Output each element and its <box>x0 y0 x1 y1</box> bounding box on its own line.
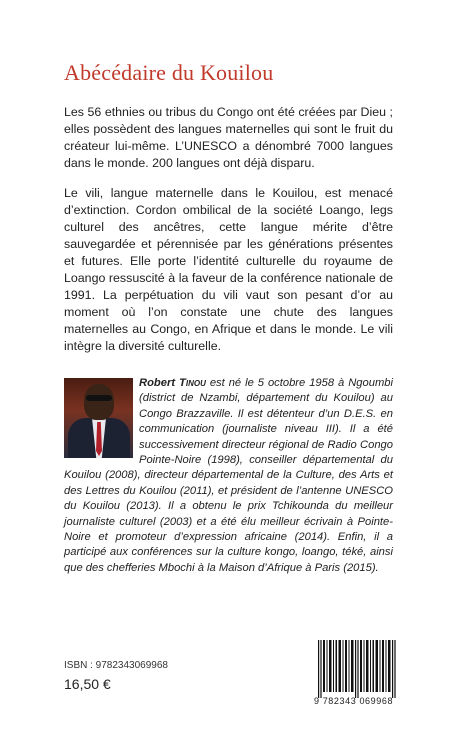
description-paragraph: Le vili, langue maternelle dans le Kouilou, est menacé d’extinction. Cordon ombilical de la société Loango, legs culturel des ancêtres, cette langue mérite d’être sauvegardée et pérennisée par les générations présentes et futures. Elle porte l’identité culturelle du royaume de Loango ressuscité à la faveur de la conférence nationale de 1991. La perpétuation du vili vaut son pesant d’or au moment où l’on constate une chute des langues maternelles au Congo, en Afrique et dans le monde. Le vili intègre la diversité culturelle. <box>64 186 393 353</box>
author-first-name: Robert <box>139 377 176 389</box>
price-label: 16,50 € <box>64 676 111 692</box>
intro-paragraph: Les 56 ethnies ou tribus du Congo ont été créées par Dieu ; elles possèdent des langues maternelles qui sont le fruit du créateur lui-même. L’UNESCO a dénombré 7000 langues dans le monde. 200 langues ont déjà disparu. <box>64 105 393 170</box>
author-bio <box>64 376 393 576</box>
book-title: Abécédaire du Kouilou <box>64 60 274 85</box>
author-last-name: Tinou <box>179 377 206 389</box>
barcode-image <box>318 640 398 698</box>
barcode-digits: 9 782343 069968 <box>314 696 394 706</box>
isbn-label: ISBN : 9782343069968 <box>64 660 168 671</box>
author-bio-text: est né le 5 octobre 1958 à Ngoumbi (district de Nzambi, département du Kouilou) au Congo Brazzaville. Il est détenteur d’un D.E.S. en communication (journaliste niveau III). Il a été successivement directeur régional de Radio Congo Pointe-Noire (1998), conseiller départemental du Kouilou (2008), directeur départemental de la Culture, des Arts et des Lettres du Kouilou (2011), et président de l’antenne UNESCO du Kouilou (2013). Il a obtenu le prix Tchikounda du meilleur journaliste culturel (2003) et a été élu meilleur écrivain à Pointe-Noire et promoteur d’expression africaine (2014). Enfin, il a participé aux conférences sur la culture kongo, loango, téké, ainsi que des chefferies Mbochi à la Maison d’Afrique à Paris (2015). <box>64 377 393 574</box>
